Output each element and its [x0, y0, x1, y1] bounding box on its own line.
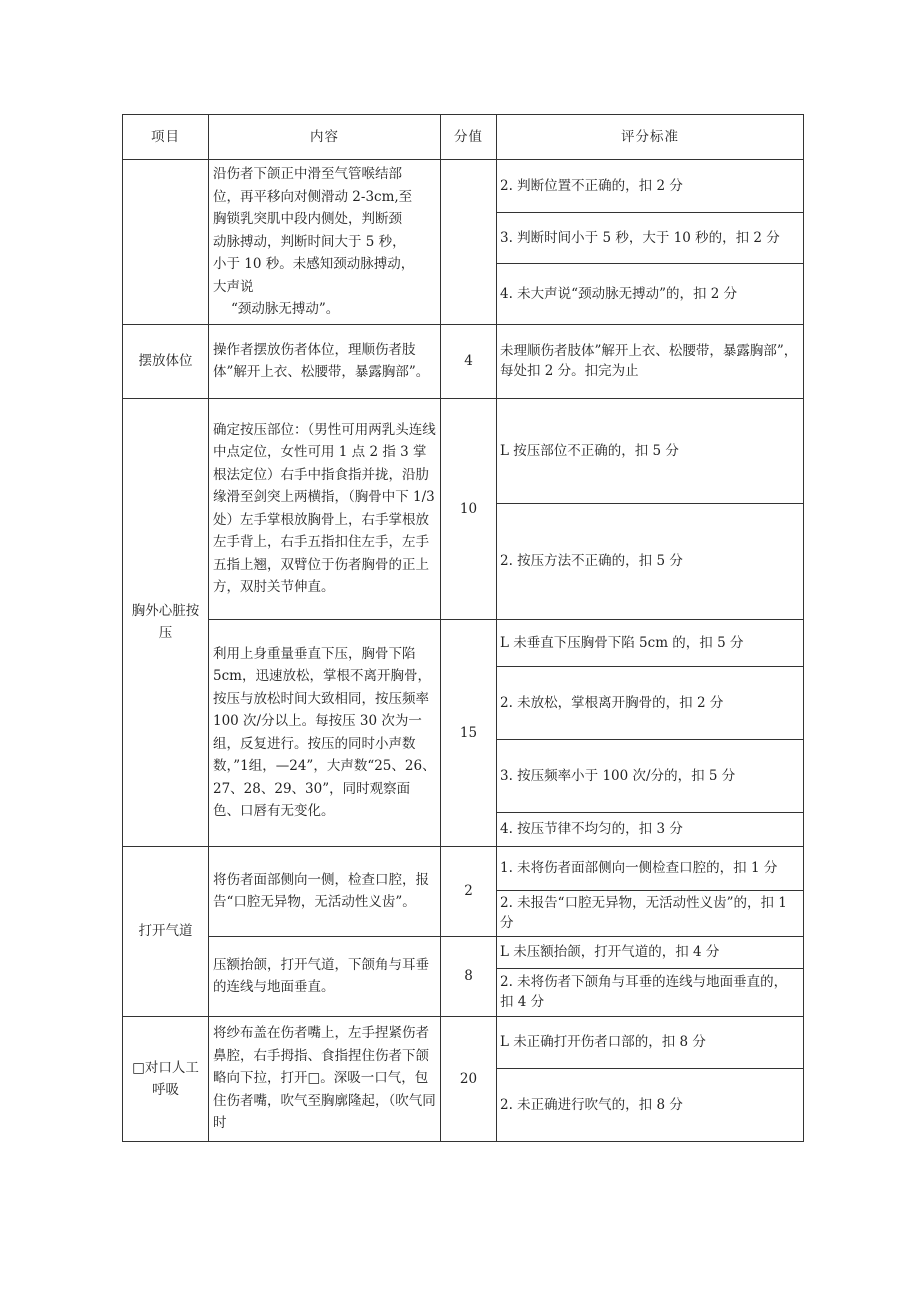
airway-tilt-content: 压额抬颌，打开气道，下颌角与耳垂的连线与地面垂直。 [209, 936, 441, 1016]
compression-method-score: 15 [441, 619, 497, 846]
carotid-project-cell [123, 160, 209, 325]
airway-check-content: 将伤者面部侧向一侧，检查口腔，报告“口腔无异物，无活动性义齿”。 [209, 846, 441, 936]
header-project: 项目 [123, 115, 209, 160]
compression-method-criterion-3: 3. 按压频率小于 100 次/分的，扣 5 分 [497, 739, 804, 812]
compression-row-3 [123, 619, 804, 666]
position-row [123, 324, 804, 398]
compression-location-content: 确定按压部位：（男性可用两乳头连线中点定位，女性可用 1 点 2 指 3 掌根法定位）右手中指食指并拢，沿肋缘滑至剑突上两横指，（胸骨中下 1/3 处）左手掌根放胸骨上，右手掌根放左手背上，右手五指扣住左手，左手五指上翘，双臂位于伤者胸骨的正上方，双肘关节伸直。 [209, 398, 441, 619]
carotid-content [209, 160, 441, 325]
scoring-table [122, 114, 804, 1142]
airway-row-3 [123, 936, 804, 968]
airway-tilt-criterion-1: L 未压额抬颌，打开气道的，扣 4 分 [497, 936, 804, 968]
carotid-score-cell [441, 160, 497, 325]
header-content: 内容 [209, 115, 441, 160]
breathing-project: □对口人工呼吸 [123, 1016, 209, 1141]
compression-location-criterion-2: 2. 按压方法不正确的，扣 5 分 [497, 503, 804, 619]
carotid-criterion-2: 2. 判断位置不正确的，扣 2 分 [497, 160, 804, 213]
position-content: 操作者摆放伤者体位，理顺伤者肢体”解开上衣、松腰带，暴露胸部”。 [209, 324, 441, 398]
carotid-criterion-4: 4. 未大声说“颈动脉无搏动”的，扣 2 分 [497, 264, 804, 325]
carotid-line: 位，再平移向对侧滑动 2-3cm,至 [213, 188, 413, 205]
carotid-line: 胸锁乳突肌中段内侧处，判断颈 [213, 211, 402, 227]
compression-location-criterion-1: L 按压部位不正确的，扣 5 分 [497, 398, 804, 503]
carotid-criterion-3: 3. 判断时间小于 5 秒，大于 10 秒的，扣 2 分 [497, 213, 804, 264]
airway-row-1 [123, 846, 804, 890]
airway-tilt-criterion-2: 2. 未将伤者下颌角与耳垂的连线与地面垂直的，扣 4 分 [497, 968, 804, 1016]
breathing-row-1 [123, 1016, 804, 1068]
airway-check-criterion-1: 1. 未将伤者面部侧向一侧检查口腔的，扣 1 分 [497, 846, 804, 890]
breathing-criterion-2: 2. 未正确进行吹气的，扣 8 分 [497, 1068, 804, 1141]
carotid-line: 沿伤者下颌正中滑至气管喉结部 [213, 166, 402, 182]
carotid-line: 小于 10 秒。未感知颈动脉搏动， [213, 256, 415, 272]
airway-check-score: 2 [441, 846, 497, 936]
compression-project: 胸外心脏按压 [123, 398, 209, 846]
airway-project: 打开气道 [123, 846, 209, 1016]
position-score: 4 [441, 324, 497, 398]
airway-check-criterion-2: 2. 未报告“口腔无异物，无活动性义齿”的，扣 1 分 [497, 890, 804, 936]
compression-method-criterion-4: 4. 按压节律不均匀的，扣 3 分 [497, 812, 804, 846]
carotid-line: “颈动脉无搏动”。 [231, 301, 340, 317]
breathing-content: 将纱布盖在伤者嘴上，左手捏紧伤者鼻腔，右手拇指、食指捏住伤者下颌略向下拉，打开□。深吸一口气，包住伤者嘴，吹气至胸廓隆起，（吹气同时 [209, 1016, 441, 1141]
breathing-score: 20 [441, 1016, 497, 1141]
header-row [123, 115, 804, 160]
carotid-row-1 [123, 160, 804, 213]
compression-method-criterion-1: L 未垂直下压胸骨下陷 5cm 的，扣 5 分 [497, 619, 804, 666]
header-score: 分值 [441, 115, 497, 160]
breathing-criterion-1: L 未正确打开伤者口部的，扣 8 分 [497, 1016, 804, 1068]
airway-tilt-score: 8 [441, 936, 497, 1016]
compression-method-criterion-2: 2. 未放松，掌根离开胸骨的，扣 2 分 [497, 666, 804, 739]
compression-method-content: 利用上身重量垂直下压，胸骨下陷 5cm，迅速放松，掌根不离开胸骨，按压与放松时间大致相同，按压频率 100 次/分以上。每按压 30 次为一组，反复进行。按压的同时小声数数，”1组，—24”，大声数“25、26、27、28、29、30”，同时观察面色、口唇有无变化。 [209, 619, 441, 846]
compression-location-score: 10 [441, 398, 497, 619]
position-project: 摆放体位 [123, 324, 209, 398]
position-criterion: 未理顺伤者肢体”解开上衣、松腰带，暴露胸部”，每处扣 2 分。扣完为止 [497, 324, 804, 398]
carotid-line: 大声说 [213, 278, 254, 295]
compression-row-1 [123, 398, 804, 503]
header-criteria: 评分标准 [497, 115, 804, 160]
carotid-line: 动脉搏动，判断时间大于 5 秒， [213, 233, 406, 250]
